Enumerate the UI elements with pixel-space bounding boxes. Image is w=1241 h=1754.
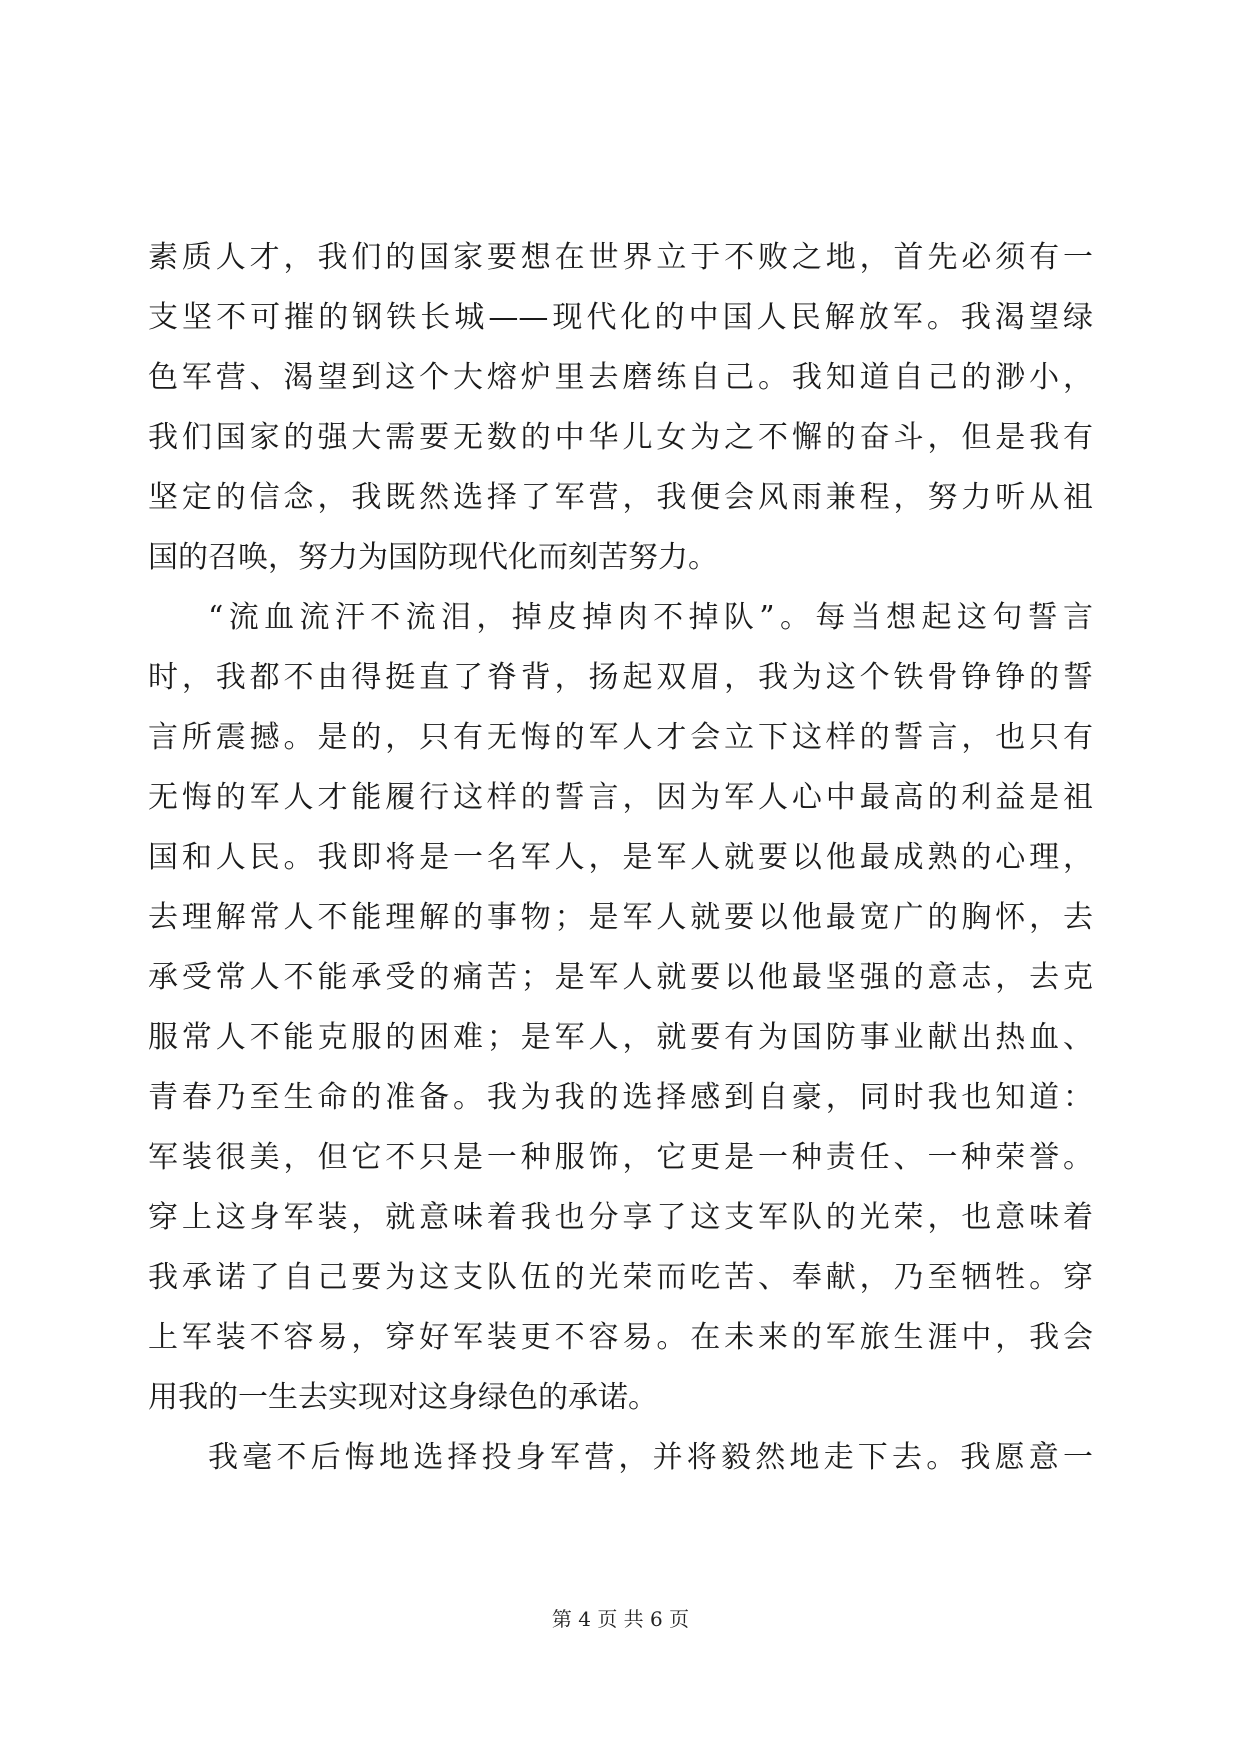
text-line: 我们国家的强大需要无数的中华儿女为之不懈的奋斗，但是我有 [148, 420, 1093, 455]
text-line: 去理解常人不能理解的事物；是军人就要以他最宽广的胸怀，去 [148, 900, 1093, 935]
page-footer: 第 4 页 共 6 页 [551, 1607, 690, 1631]
text-line: 支坚不可摧的钢铁长城——现代化的中国人民解放军。我渴望绿 [148, 300, 1093, 335]
text-line: 言所震撼。是的，只有无悔的军人才会立下这样的誓言，也只有 [148, 720, 1093, 755]
text-line: 色军营、渴望到这个大熔炉里去磨练自己。我知道自己的渺小， [148, 360, 1093, 395]
text-line: “流血流汗不流泪，掉皮掉肉不掉队”。每当想起这句誓言 [208, 600, 1093, 635]
text-line: 军装很美，但它不只是一种服饰，它更是一种责任、一种荣誉。 [148, 1140, 1093, 1175]
text-line: 上军装不容易，穿好军装更不容易。在未来的军旅生涯中，我会 [148, 1320, 1093, 1355]
text-line: 素质人才，我们的国家要想在世界立于不败之地，首先必须有一 [148, 240, 1093, 275]
text-line: 时，我都不由得挺直了脊背，扬起双眉，我为这个铁骨铮铮的誓 [148, 660, 1093, 695]
text-line: 承受常人不能承受的痛苦；是军人就要以他最坚强的意志，去克 [148, 960, 1093, 995]
text-line: 我承诺了自己要为这支队伍的光荣而吃苦、奉献，乃至牺牲。穿 [148, 1260, 1093, 1295]
text-line: 我毫不后悔地选择投身军营，并将毅然地走下去。我愿意一 [208, 1440, 1093, 1475]
text-line: 国和人民。我即将是一名军人，是军人就要以他最成熟的心理， [148, 840, 1093, 875]
text-line: 国的召唤，努力为国防现代化而刻苦努力。 [148, 540, 718, 575]
text-line: 服常人不能克服的困难；是军人，就要有为国防事业献出热血、 [148, 1020, 1093, 1055]
text-line: 青春乃至生命的准备。我为我的选择感到自豪，同时我也知道： [148, 1080, 1093, 1115]
body-text [148, 228, 1093, 1488]
text-line: 用我的一生去实现对这身绿色的承诺。 [148, 1380, 658, 1415]
text-line: 无悔的军人才能履行这样的誓言，因为军人心中最高的利益是祖 [148, 780, 1093, 815]
text-line: 穿上这身军装，就意味着我也分享了这支军队的光荣，也意味着 [148, 1200, 1093, 1235]
text-line: 坚定的信念，我既然选择了军营，我便会风雨兼程，努力听从祖 [148, 480, 1093, 515]
